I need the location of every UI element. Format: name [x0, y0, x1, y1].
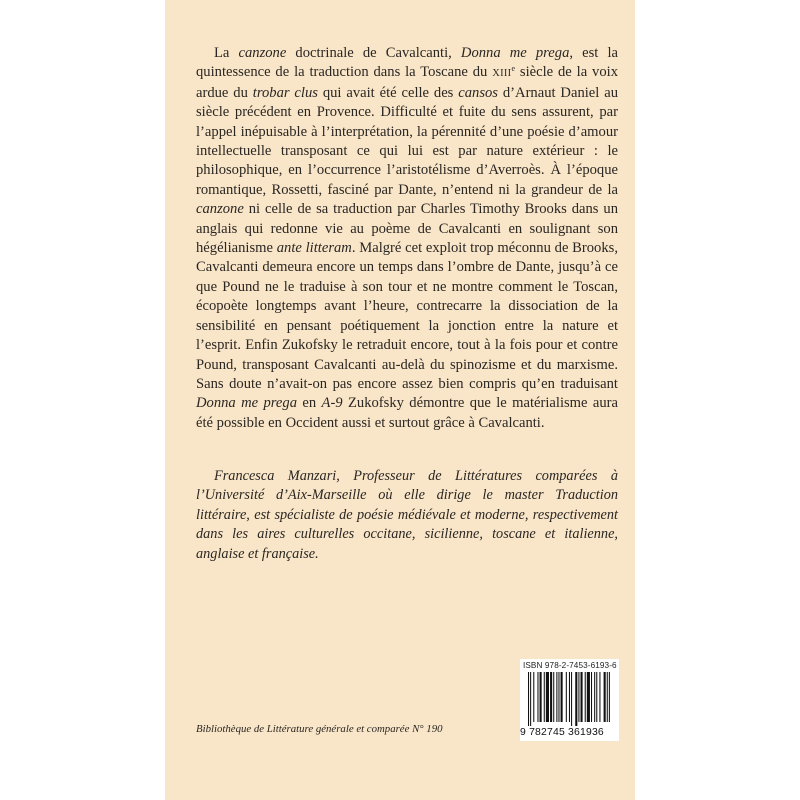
summary-run: , est la quintessence de la traduction dans la Toscane du — [196, 45, 618, 81]
barcode-bars — [528, 672, 612, 726]
barcode-bar — [604, 672, 606, 722]
barcode-bar — [561, 672, 563, 722]
summary-run: canzone — [238, 45, 287, 61]
barcode-bar — [569, 672, 570, 722]
barcode-bar — [594, 672, 595, 722]
barcode-bar — [544, 672, 545, 722]
summary-run: . Malgré cet exploit trop méconnu de Brooks, Cavalcanti demeura encore un temps dans l’ombre de Dante, jusqu’à ce que Pound ne le traduise à son tour et ne montre comment le Toscan, écopoète longtemps avant l’heure, contrecarre la dissociation de la sensibilité en pensant poétiquement la jonction entre la nature et l’esprit. Enfin Zukofsky le retraduit encore, tout à la fois pour et contre Pound, transposant Cavalcanti au-delà du spinozisme et du marxisme. Sans doute n’avait-on pas encore assez bien compris qu’en traduisant — [196, 240, 618, 392]
barcode-bar — [540, 672, 542, 722]
barcode-bar — [607, 672, 608, 722]
barcode-bar — [533, 672, 534, 722]
author-bio: Francesca Manzari, Professeur de Littératures comparées à l’Université d’Aix-Marseille où elle dirige le master Traduction littéraire, est spécialiste de poésie médiévale et moderne, respectivement dans les aires culturelles occitane, sicilienne, toscane et italienne, anglaise et française. — [196, 468, 618, 562]
summary-paragraph — [196, 44, 618, 433]
summary-run: La — [214, 45, 239, 61]
summary-run: trobar clus — [252, 84, 318, 101]
ean-digits: 9 782745 361936 — [520, 727, 604, 738]
summary-run: Donna me prega — [196, 395, 297, 412]
barcode-bar — [581, 672, 583, 722]
barcode-bar — [530, 672, 531, 726]
barcode-bar — [556, 672, 557, 722]
barcode-bar — [558, 672, 559, 722]
barcode-bar — [575, 672, 577, 726]
summary-run: A-9 — [321, 395, 343, 412]
barcode-bar — [599, 672, 600, 722]
summary-run: ni celle de sa traduction par Charles Timothy Brooks dans un anglais qui redonne vie au poème de Cavalcanti en soulignant son hégélianisme — [196, 201, 618, 257]
summary-run: cansos — [458, 84, 498, 101]
summary-run: XIII — [492, 68, 512, 80]
summary-run: Donna me prega — [460, 45, 570, 61]
barcode-bar — [553, 672, 554, 722]
collection-line: Bibliothèque de Littérature générale et comparée N° 190 — [196, 723, 443, 735]
barcode-bar — [609, 672, 610, 722]
barcode-bar — [578, 672, 579, 722]
barcode-bar — [585, 672, 586, 722]
summary-run: qui avait été celle des — [317, 84, 459, 101]
barcode-bar — [546, 672, 549, 722]
barcode-bar — [591, 672, 592, 722]
summary-run: Zukofsky démontre que le matérialisme aura été possible en Occident aussi et surtout grâce à Cavalcanti. — [196, 395, 618, 431]
barcode-bar — [587, 672, 590, 722]
barcode-bar — [528, 672, 529, 726]
summary-run: siècle de la voix ardue du — [196, 64, 618, 101]
barcode-bar — [571, 672, 572, 726]
barcode-bar — [596, 672, 597, 722]
summary-run: d’Arnaut Daniel au siècle précédent en Provence. Difficulté et fuite du sens assurent, par l’appel inépuisable à l’interprétation, la pérennité d’une poésie d’amour intellectuelle transposant ce qui lui est par nature extérieur : le philosophique, en l’occurrence l’aristotélisme d’Averroès. À l’époque romantique, Rossetti, fasciné par Dante, n’entend ni la grandeur de la — [196, 84, 618, 198]
summary-run: e — [511, 64, 516, 74]
summary-run: ante litteram — [276, 240, 352, 257]
barcode-bar — [566, 672, 567, 722]
summary-run: canzone — [196, 201, 244, 218]
isbn-label: ISBN 978-2-7453-6193-6 — [523, 661, 617, 670]
summary-run: doctrinale de Cavalcanti, — [286, 45, 461, 61]
summary-run: en — [297, 395, 322, 412]
barcode — [520, 659, 619, 741]
barcode-bar — [550, 672, 552, 722]
barcode-bar — [537, 672, 538, 722]
